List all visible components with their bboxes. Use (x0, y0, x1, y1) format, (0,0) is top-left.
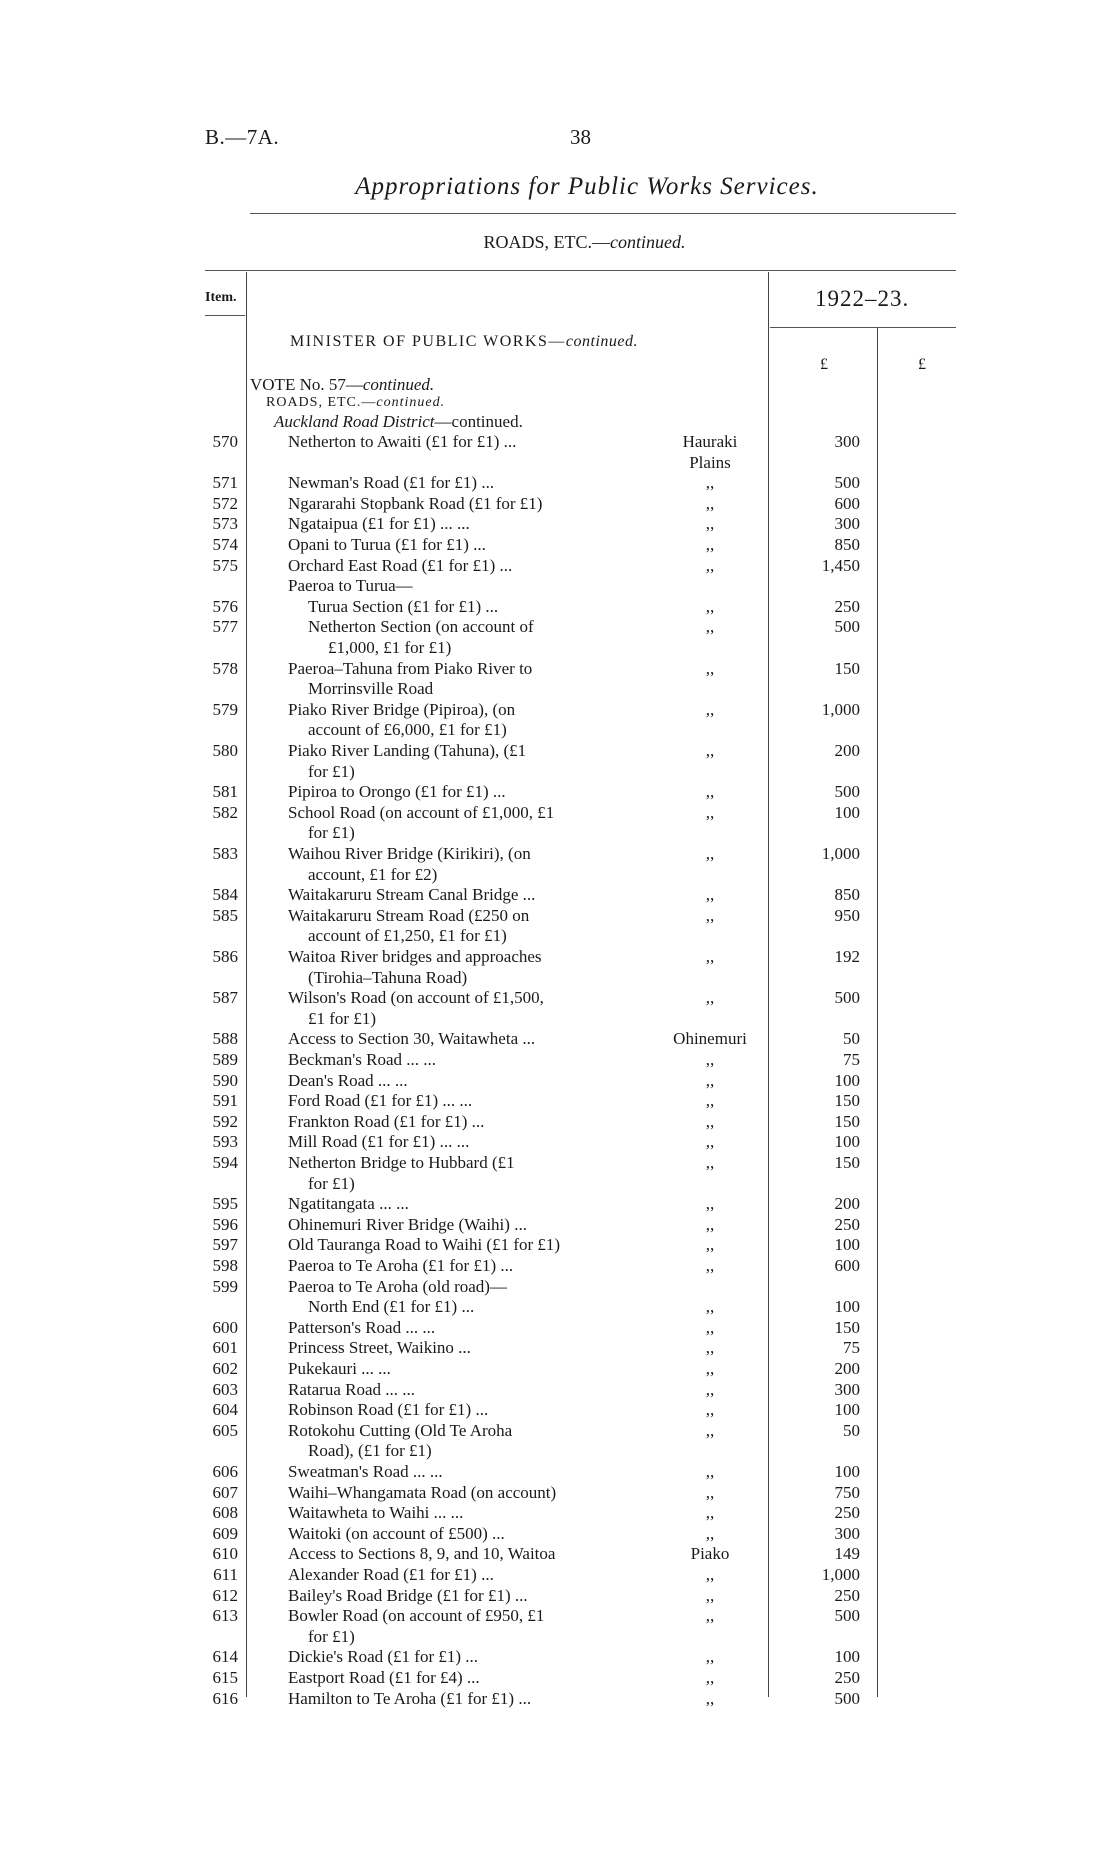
item-description (288, 1483, 628, 1504)
item-description (288, 1606, 628, 1647)
item-header-rule (205, 315, 245, 316)
description-line: Wilson's Road (on account of £1,500, (288, 988, 544, 1008)
county-district: ,, (705, 1688, 715, 1708)
district-heading (274, 412, 523, 432)
description-line: Old Tauranga Road to Waihi (£1 for £1) (288, 1235, 561, 1255)
item-description (288, 576, 628, 597)
item-description (288, 1689, 628, 1710)
item-description (288, 1256, 628, 1277)
amount-value: 200 (834, 1194, 860, 1214)
county-district: ,, (705, 1585, 715, 1605)
item-number: 599 (212, 1276, 238, 1296)
amount-value: 50 (843, 1029, 860, 1049)
county-district: ,, (705, 493, 715, 513)
amount-value: 100 (834, 1647, 860, 1667)
item-number: 593 (212, 1132, 238, 1152)
item-number: 592 (212, 1111, 238, 1131)
amount-value: 250 (834, 1585, 860, 1605)
description-line: Bailey's Road Bridge (£1 for £1) ... (288, 1585, 528, 1605)
item-description (288, 947, 628, 988)
item-number: 598 (212, 1256, 238, 1275)
description-line: School Road (on account of £1,000, £1 (288, 802, 555, 822)
item-description (288, 1132, 628, 1153)
item-description (288, 1277, 628, 1298)
county-district: ,, (705, 1565, 715, 1584)
item-description (288, 659, 628, 700)
subtitle-main: ROADS, ETC.— (483, 232, 611, 252)
description-line: Newman's Road (£1 for £1) ... (288, 473, 495, 493)
item-description (288, 473, 628, 494)
description-line: Sweatman's Road ... ... (288, 1462, 443, 1481)
amount-value: 50 (843, 1420, 860, 1440)
description-line: for £1) (308, 1173, 355, 1193)
county-district: ,, (705, 617, 715, 637)
amount-value: 200 (834, 741, 860, 760)
section-subtitle (0, 232, 1114, 253)
item-number: 602 (212, 1359, 238, 1378)
description-line: Ford Road (£1 for £1) ... ... (288, 1091, 473, 1111)
item-column-header: Item. (205, 290, 237, 305)
county-district: ,, (705, 905, 715, 925)
county-district: ,, (705, 555, 715, 575)
item-number: 612 (212, 1585, 238, 1605)
item-description (288, 535, 628, 556)
description-line: Paeroa to Turua— (288, 576, 413, 596)
item-description (288, 1421, 628, 1462)
county-district: ,, (705, 1317, 715, 1337)
county-district: ,, (705, 844, 715, 863)
minister-continued: continued. (565, 333, 638, 350)
description-line: Access to Sections 8, 9, and 10, Waitoa (288, 1544, 556, 1564)
amount-value: 250 (834, 596, 860, 616)
county-district: ,, (705, 1482, 715, 1502)
item-number: 585 (212, 905, 238, 925)
description-line: Dean's Road ... ... (288, 1070, 408, 1090)
item-description (288, 1647, 628, 1668)
description-line: (Tirohia–Tahuna Road) (308, 967, 468, 987)
item-number: 590 (212, 1070, 238, 1090)
item-number: 591 (212, 1091, 238, 1111)
item-number: 605 (212, 1420, 238, 1440)
item-description (288, 844, 628, 885)
county-district: ,, (705, 596, 715, 616)
description-line: £1 for £1) (308, 1008, 376, 1028)
county-district: Piako (690, 1544, 730, 1564)
county-district: ,, (705, 1050, 715, 1069)
item-description (288, 1524, 628, 1545)
county-district: ,, (705, 699, 715, 719)
item-number: 616 (212, 1688, 238, 1708)
amount-value: 100 (834, 1297, 860, 1317)
description-line: Waitakaruru Stream Canal Bridge ... (288, 885, 536, 905)
amount-value: 150 (834, 1317, 860, 1337)
minister-heading (290, 333, 638, 351)
subtitle-continued: continued. (610, 232, 686, 252)
amount-value: 1,000 (821, 1565, 860, 1584)
vote-continued: continued. (362, 375, 435, 394)
description-line: Paeroa to Te Aroha (old road)— (288, 1276, 507, 1296)
description-line: Waitakaruru Stream Road (£250 on (288, 905, 530, 925)
item-number: 601 (212, 1338, 238, 1358)
description-line: Opani to Turua (£1 for £1) ... (288, 535, 486, 554)
amount-value: 500 (834, 1606, 860, 1626)
item-description (288, 1503, 628, 1524)
amount-value: 850 (834, 535, 860, 554)
item-number: 608 (212, 1503, 238, 1523)
item-number: 586 (212, 947, 238, 966)
county-district: Ohinemuri (673, 1029, 747, 1049)
amount-value: 100 (834, 1400, 860, 1420)
amount-value: 100 (834, 802, 860, 822)
amount-value: 750 (834, 1482, 860, 1502)
item-number: 574 (212, 535, 238, 554)
item-description (288, 1050, 628, 1071)
amount-value: 300 (834, 514, 860, 534)
description-line: Beckman's Road ... ... (288, 1050, 437, 1069)
item-description (288, 1668, 628, 1689)
description-line: account of £6,000, £1 for £1) (308, 720, 507, 740)
description-line: Ngararahi Stopbank Road (£1 for £1) (288, 493, 543, 513)
item-description (288, 782, 628, 803)
amount-value: 100 (834, 1132, 860, 1152)
item-description (288, 1029, 628, 1050)
description-line: account, £1 for £2) (308, 864, 438, 884)
item-number: 587 (212, 988, 238, 1008)
amount-value: 150 (834, 1091, 860, 1111)
description-line: Princess Street, Waikino ... (288, 1338, 471, 1358)
item-description (288, 1091, 628, 1112)
description-line: for £1) (308, 823, 355, 843)
amount-value: 500 (834, 782, 860, 802)
item-description (288, 988, 628, 1029)
item-number: 580 (212, 741, 238, 760)
description-line: account of £1,250, £1 for £1) (308, 926, 507, 946)
item-description (288, 885, 628, 906)
amount-value: 950 (834, 905, 860, 925)
amount-value: 1,000 (821, 699, 860, 719)
amount-value: 500 (834, 1688, 860, 1708)
table-top-rule (205, 270, 956, 271)
item-description (288, 1071, 628, 1092)
item-description (288, 556, 628, 577)
description-line: Ratarua Road ... ... (288, 1379, 415, 1399)
amount-value: 500 (834, 473, 860, 493)
description-line: Bowler Road (on account of £950, £1 (288, 1606, 545, 1626)
description-line: Waitoki (on account of £500) ... (288, 1523, 505, 1543)
description-line: for £1) (308, 1626, 355, 1646)
item-description (288, 494, 628, 515)
county-district: ,, (705, 1297, 715, 1317)
item-column-divider (246, 272, 247, 1697)
county-district: ,, (705, 1111, 715, 1131)
description-line: Netherton Section (on account of (308, 617, 534, 637)
county-district: ,, (705, 1214, 715, 1234)
item-number: 579 (212, 699, 238, 719)
item-number: 614 (212, 1647, 238, 1667)
district-suffix: —continued. (434, 412, 523, 431)
amount-value: 1,000 (821, 844, 860, 863)
county-district: ,, (705, 1668, 715, 1687)
item-description (288, 514, 628, 535)
county-district: ,, (705, 782, 715, 802)
description-line: Piako River Landing (Tahuna), (£1 (288, 741, 527, 760)
amount-value: 100 (834, 1462, 860, 1481)
county-district: ,, (705, 885, 715, 905)
amount-value: 149 (834, 1544, 860, 1564)
item-number: 575 (212, 555, 238, 575)
item-description (288, 803, 628, 844)
amount-value: 100 (834, 1235, 860, 1255)
description-line: Mill Road (£1 for £1) ... ... (288, 1132, 470, 1152)
county-district: ,, (705, 473, 715, 493)
amount-value: 150 (834, 658, 860, 678)
amount-value: 600 (834, 1256, 860, 1275)
item-number: 610 (212, 1544, 238, 1564)
county-district: ,, (705, 1503, 715, 1523)
amount-column-divider (877, 328, 878, 1697)
page-title: Appropriations for Public Works Services. (355, 173, 819, 200)
amount-currency-header: £ (820, 356, 828, 373)
total-currency-header: £ (918, 356, 926, 373)
description-line: Rotokohu Cutting (Old Te Aroha (288, 1420, 513, 1440)
amount-value: 500 (834, 617, 860, 637)
county-district: ,, (705, 1338, 715, 1358)
county-district: ,, (705, 1153, 715, 1172)
item-description (288, 1235, 628, 1256)
description-line: Pipiroa to Orongo (£1 for £1) ... (288, 782, 506, 802)
item-number: 589 (212, 1050, 238, 1069)
amount-value: 75 (843, 1050, 860, 1069)
county-district: ,, (705, 514, 715, 534)
item-number: 582 (212, 802, 238, 822)
item-number: 583 (212, 844, 238, 863)
item-number: 597 (212, 1235, 238, 1255)
description-line: Turua Section (£1 for £1) ... (308, 596, 499, 616)
description-line: Waihou River Bridge (Kirikiri), (on (288, 844, 531, 863)
amount-value: 200 (834, 1359, 860, 1378)
amount-value: 300 (834, 1379, 860, 1399)
amount-value: 75 (843, 1338, 860, 1358)
roads-subheading (266, 395, 445, 411)
amount-value: 192 (834, 947, 860, 966)
county-district: ,, (705, 1647, 715, 1667)
amount-value: 300 (834, 1523, 860, 1543)
county-district: ,, (705, 1420, 715, 1440)
amount-value: 600 (834, 493, 860, 513)
year-column-header: 1922–23. (815, 286, 910, 311)
item-number: 581 (212, 782, 238, 802)
item-number: 595 (212, 1194, 238, 1214)
county-district: ,, (705, 1400, 715, 1420)
district-label: Auckland Road District (274, 412, 435, 431)
item-description (288, 1380, 628, 1401)
item-number: 576 (212, 596, 238, 616)
item-description (308, 1297, 628, 1318)
description-line: Patterson's Road ... ... (288, 1317, 436, 1337)
county-district: ,, (705, 1132, 715, 1152)
item-number: 571 (212, 473, 238, 493)
item-number: 584 (212, 885, 238, 905)
item-number: 573 (212, 514, 238, 534)
item-number: 609 (212, 1523, 238, 1543)
item-description (288, 1112, 628, 1133)
item-number: 600 (212, 1317, 238, 1337)
description-line: Frankton Road (£1 for £1) ... (288, 1111, 485, 1131)
item-description (288, 1544, 628, 1565)
item-description (288, 906, 628, 947)
roads-label: ROADS, ETC.— (266, 395, 377, 410)
item-number: 606 (212, 1462, 238, 1481)
description-line: for £1) (308, 761, 355, 781)
county-district: ,, (705, 1606, 715, 1626)
county-district: ,, (705, 1359, 715, 1378)
county-district: ,, (705, 535, 715, 554)
item-number: 615 (212, 1668, 238, 1687)
item-description (288, 1400, 628, 1421)
item-description (308, 617, 628, 658)
item-description (288, 1194, 628, 1215)
item-number: 588 (212, 1029, 238, 1049)
item-description (288, 1215, 628, 1236)
item-description (288, 1359, 628, 1380)
description-line: Netherton to Awaiti (£1 for £1) ... (288, 432, 517, 451)
vote-heading (250, 375, 434, 395)
item-description (288, 700, 628, 741)
description-line: Alexander Road (£1 for £1) ... (288, 1565, 494, 1584)
item-description (288, 1462, 628, 1483)
item-description (288, 1318, 628, 1339)
item-description (308, 597, 628, 618)
amount-value: 250 (834, 1503, 860, 1523)
county-district: ,, (705, 988, 715, 1008)
description-line: Ngatitangata ... ... (288, 1194, 409, 1214)
item-number: 572 (212, 493, 238, 513)
item-number: 596 (212, 1214, 238, 1234)
amount-value: 250 (834, 1668, 860, 1687)
vote-label: VOTE No. 57— (250, 375, 363, 394)
amount-value: 500 (834, 988, 860, 1008)
county-district: ,, (705, 1091, 715, 1111)
description-line: Road), (£1 for £1) (308, 1441, 432, 1461)
item-number: 578 (212, 658, 238, 678)
description-line: Dickie's Road (£1 for £1) ... (288, 1647, 479, 1667)
document-reference: B.—7A. (205, 125, 280, 149)
description-line: Eastport Road (£1 for £4) ... (288, 1668, 480, 1687)
county-district: ,, (705, 1194, 715, 1214)
description-line: Paeroa to Te Aroha (£1 for £1) ... (288, 1256, 514, 1275)
year-header-rule (770, 327, 956, 328)
title-rule (250, 213, 956, 214)
item-number: 594 (212, 1153, 238, 1172)
county-district: ,, (705, 1235, 715, 1255)
amount-value: 1,450 (821, 555, 860, 575)
description-line: £1,000, £1 for £1) (328, 637, 452, 657)
amount-value: 150 (834, 1153, 860, 1172)
item-description (288, 432, 628, 453)
description-line: Waitoa River bridges and approaches (288, 947, 542, 966)
item-description (288, 1586, 628, 1607)
item-number: 607 (212, 1482, 238, 1502)
item-number: 570 (212, 432, 238, 451)
item-number: 577 (212, 617, 238, 637)
description-line: North End (£1 for £1) ... (308, 1297, 475, 1317)
amount-value: 850 (834, 885, 860, 905)
description-line: Hamilton to Te Aroha (£1 for £1) ... (288, 1688, 532, 1708)
description-line: Ohinemuri River Bridge (Waihi) ... (288, 1214, 527, 1234)
county-district: ,, (705, 1256, 715, 1275)
description-line: Pukekauri ... ... (288, 1359, 391, 1378)
amount-value: 100 (834, 1070, 860, 1090)
page-number: 38 (570, 125, 591, 149)
description-line: Paeroa–Tahuna from Piako River to (288, 658, 533, 678)
county-district: ,, (705, 1462, 715, 1481)
description-line: Waihi–Whangamata Road (on account) (288, 1482, 557, 1502)
item-description (288, 741, 628, 782)
item-number: 613 (212, 1606, 238, 1626)
county-district: Hauraki Plains (682, 432, 738, 472)
item-description (288, 1565, 628, 1586)
item-description (288, 1153, 628, 1194)
description-line: Access to Section 30, Waitawheta ... (288, 1029, 536, 1049)
amount-value: 250 (834, 1214, 860, 1234)
description-line: Robinson Road (£1 for £1) ... (288, 1400, 489, 1420)
county-district: ,, (705, 1070, 715, 1090)
amount-value: 150 (834, 1111, 860, 1131)
county-district: ,, (705, 741, 715, 760)
item-description (288, 1338, 628, 1359)
minister-label: MINISTER OF PUBLIC WORKS— (290, 333, 566, 350)
amount-value: 300 (834, 432, 860, 451)
description-line: Waitawheta to Waihi ... ... (288, 1503, 464, 1523)
description-line: Ngataipua (£1 for £1) ... ... (288, 514, 470, 534)
item-number: 603 (212, 1379, 238, 1399)
description-line: Piako River Bridge (Pipiroa), (on (288, 699, 516, 719)
county-district: ,, (705, 802, 715, 822)
description-line: Netherton Bridge to Hubbard (£1 (288, 1153, 515, 1172)
description-line: Morrinsville Road (308, 679, 434, 699)
county-district: ,, (705, 947, 715, 966)
description-line: Orchard East Road (£1 for £1) ... (288, 555, 513, 575)
county-district: ,, (705, 1379, 715, 1399)
item-number: 604 (212, 1400, 238, 1420)
county-district: ,, (705, 658, 715, 678)
item-number: 611 (213, 1565, 238, 1584)
county-district: ,, (705, 1523, 715, 1543)
roads-continued: continued. (376, 395, 446, 410)
